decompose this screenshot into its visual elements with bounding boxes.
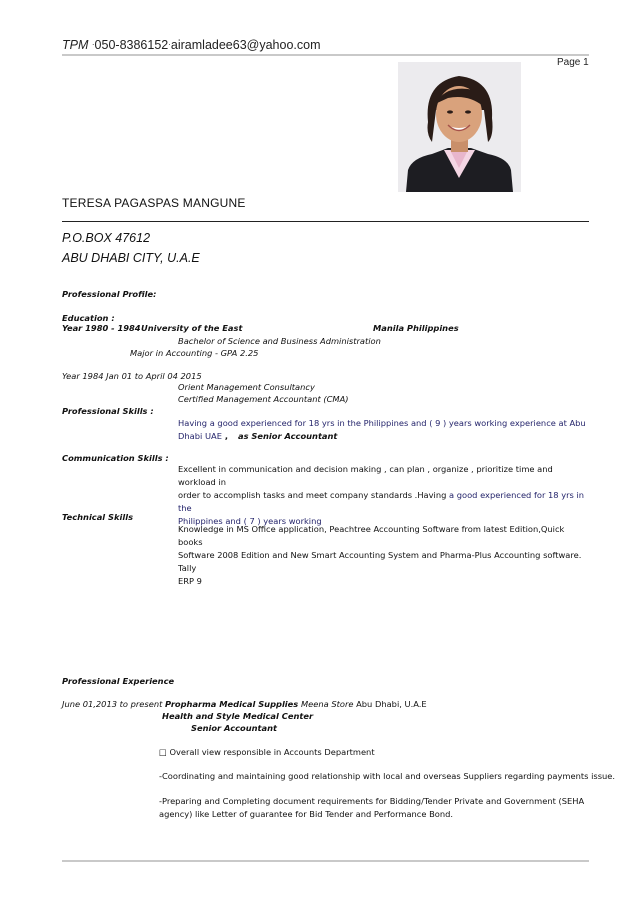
experience-store-line	[301, 699, 427, 709]
experience-period: June 01,2013 to present	[62, 699, 163, 709]
header-phone: 050-8386152	[94, 38, 169, 52]
applicant-name: TERESA PAGASPAS MANGUNE	[62, 196, 246, 210]
profile-photo	[398, 62, 521, 192]
name-divider	[62, 221, 589, 222]
address-line-1: P.O.BOX 47612	[62, 231, 151, 245]
experience-company-2: Health and Style Medical Center	[162, 711, 314, 721]
professional-skills-role: as Senior Accountant	[237, 431, 338, 441]
communication-line-3: Philippines and ( 7 ) years working	[178, 516, 322, 526]
education-major: Major in Accounting - GPA 2.25	[130, 348, 259, 358]
technical-line-1: Knowledge in MS Office application, Peachtree Accounting Software from latest Edition,Quick books	[178, 524, 565, 547]
experience-store-location: Abu Dhabi, U.A.E	[353, 699, 427, 709]
communication-skills-label: Communication Skills :	[62, 453, 169, 463]
communication-line-1: Excellent in communication and decision making , can plan , organize , prioritize time and workload in	[178, 464, 553, 487]
technical-skills-label: Technical Skills	[62, 512, 134, 522]
employment-period: Year 1984 Jan 01 to April 04 2015	[62, 371, 202, 381]
duty-2: -Coordinating and maintaining good relationship with local and overseas Suppliers regarding payments issue.	[159, 771, 616, 781]
technical-line-2: Software 2008 Edition and New Smart Accounting System and Pharma-Plus Accounting software. Tally	[178, 550, 582, 573]
professional-profile-label: Professional Profile:	[62, 289, 157, 299]
portrait-image	[398, 62, 521, 192]
duty-3	[159, 795, 589, 821]
header-divider	[62, 54, 589, 56]
professional-experience-label: Professional Experience	[62, 676, 175, 686]
communication-line-2b: a good experienced for 18 yrs in the	[178, 490, 585, 513]
technical-skills-text	[178, 523, 590, 588]
professional-skills-line-1: Having a good experienced for 18 yrs in the Philippines and ( 9 ) years working experience at Abu	[178, 418, 586, 428]
education-location: Manila Philippines	[373, 323, 459, 333]
address-line-2: ABU DHABI CITY, U.A.E	[62, 251, 200, 265]
professional-skills-text: Having a good experienced for 18 yrs in the Philippines and ( 9 ) years working experience at Abu Dhabi UAE , as Senior Accountant	[178, 417, 590, 443]
professional-skills-location: Dhabi UAE	[178, 431, 222, 441]
education-label: Education :	[62, 313, 115, 323]
header-email: airamladee63@yahoo.com	[170, 38, 321, 52]
employment-company: Orient Management Consultancy	[178, 382, 315, 392]
header-prefix: TPM	[62, 38, 89, 52]
employment-certification: Certified Management Accountant (CMA)	[178, 394, 349, 404]
duty-1: □ Overall view responsible in Accounts Department	[159, 747, 375, 757]
experience-company: Propharma Medical Supplies	[165, 699, 299, 709]
experience-position: Senior Accountant	[191, 723, 277, 733]
contact-header: TPM ·050-8386152·airamladee63@yahoo.com	[62, 38, 321, 52]
communication-line-2a: order to accomplish tasks and meet company standards .Having	[178, 490, 450, 500]
footer-divider	[62, 860, 589, 862]
education-school: University of the East	[141, 323, 243, 333]
technical-line-3: ERP 9	[178, 576, 202, 586]
experience-store: Meena Store	[301, 699, 354, 709]
education-years: Year 1980 - 1984	[62, 323, 141, 333]
professional-skills-label: Professional Skills :	[62, 406, 154, 416]
duty-3-line-2: agency) like Letter of guarantee for Bid Tender and Performance Bond.	[159, 809, 454, 819]
duty-3-line-1: -Preparing and Completing document requirements for Bidding/Tender Private and Government (SEHA	[159, 796, 585, 806]
page-number: Page 1	[557, 57, 589, 68]
communication-skills-text	[178, 463, 590, 528]
education-degree: Bachelor of Science and Business Administration	[178, 336, 381, 346]
